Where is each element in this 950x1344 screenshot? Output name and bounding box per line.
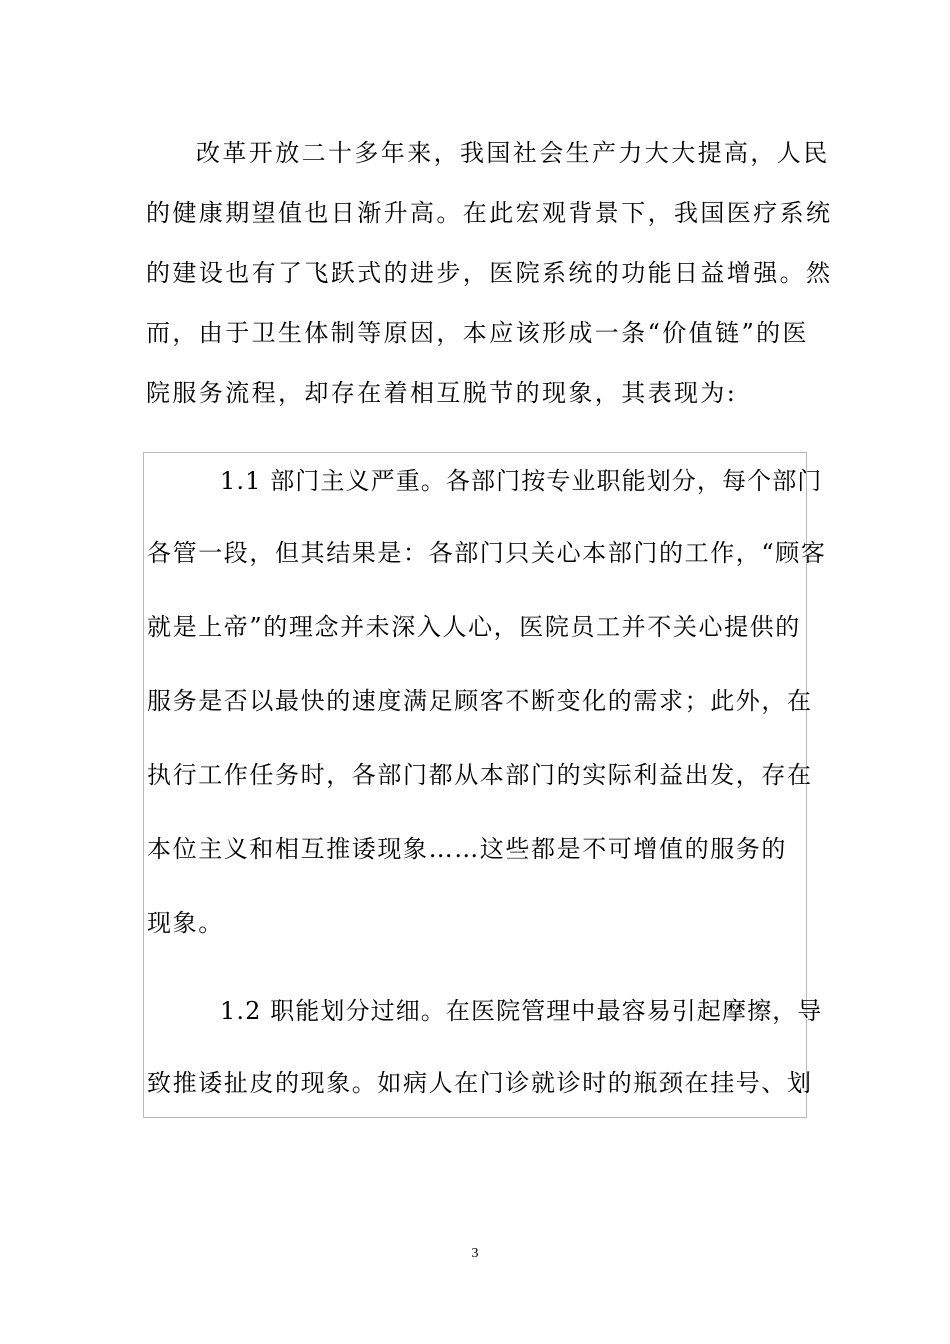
intro-line-2: 的健康期望值也日渐升高。在此宏观背景下，我国医疗系统	[146, 199, 833, 227]
item-1-1-line-1: 1.1 部门主义严重。各部门按专业职能划分，每个部门	[220, 467, 823, 495]
item-1-2-line-1: 1.2 职能划分过细。在医院管理中最容易引起摩擦，导	[220, 997, 823, 1025]
item-1-1-line-2: 各管一段，但其结果是：各部门只关心本部门的工作，“顾客	[147, 539, 827, 567]
intro-line-1: 改革开放二十多年来，我国社会生产力大大提高，人民	[196, 139, 830, 167]
item-1-1-line-7: 现象。	[147, 909, 224, 937]
item-1-1-line-6: 本位主义和相互推诿现象……这些都是不可增值的服务的	[147, 835, 787, 863]
item-1-1-line-4: 服务是否以最快的速度满足顾客不断变化的需求；此外，在	[147, 687, 813, 715]
item-1-1-line-3: 就是上帝”的理念并未深入人心，医院员工并不关心提供的	[147, 613, 801, 641]
intro-line-3: 的建设也有了飞跃式的进步，医院系统的功能日益增强。然	[146, 259, 833, 287]
intro-line-4: 而，由于卫生体制等原因，本应该形成一条“价值链”的医	[146, 319, 809, 347]
page-number: 3	[471, 1246, 479, 1261]
item-1-2-line-2: 致推诿扯皮的现象。如病人在门诊就诊时的瓶颈在挂号、划	[147, 1069, 813, 1097]
intro-line-5: 院服务流程，却存在着相互脱节的现象，其表现为:	[146, 379, 738, 407]
item-1-1-line-5: 执行工作任务时，各部门都从本部门的实际利益出发，存在	[147, 761, 813, 789]
